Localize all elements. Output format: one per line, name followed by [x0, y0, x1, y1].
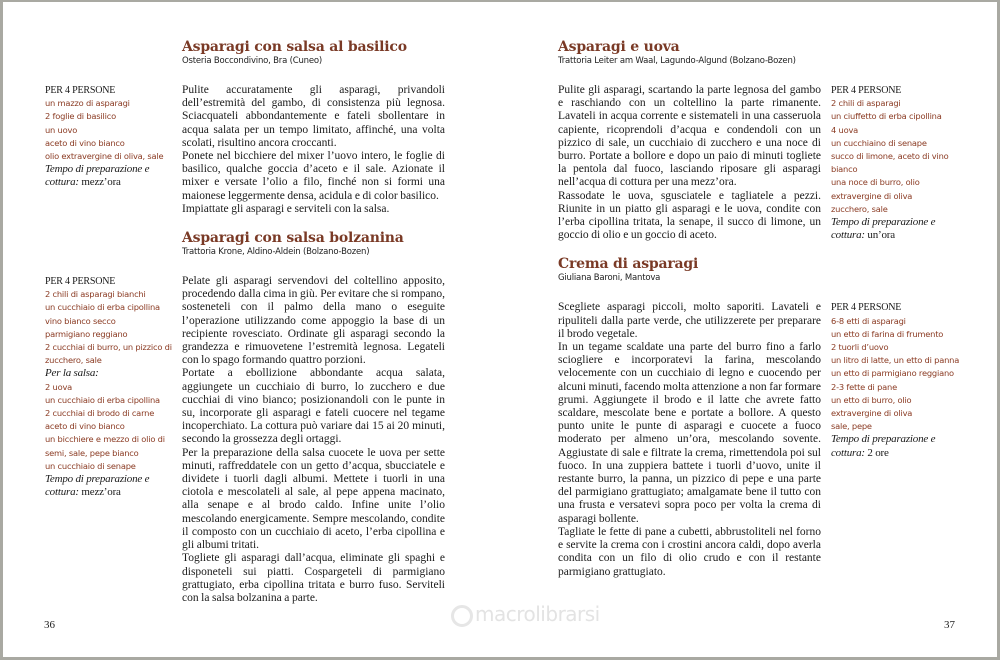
recipe-paragraph: Scegliete asparagi piccoli, molto saporiti. Lavateli e ripuliteli dalla parte verde, che utilizzerete per preparare il brodo vegetale. [558, 301, 821, 340]
prep-time-value: mezz’ora [81, 486, 121, 499]
prep-time-label: Tempo di preparazione e cottura: [45, 163, 150, 189]
recipe-body [182, 275, 445, 605]
prep-time-label: Tempo di preparazione e cottura: [831, 433, 936, 459]
recipe [45, 230, 445, 605]
sauce-ingredient-item: 2 uova [45, 381, 73, 392]
ingredient-item: un uovo [45, 124, 78, 135]
recipe-paragraph: Pulite accuratamente gli asparagi, privandoli dell’estremità del gambo, di consistenza più legnosa. Sciacquateli abbondantemente e fateli sbollentare in acqua salata per un tempo limitato, affinché, una volta scolati, risultino ancora croccanti. [182, 84, 445, 149]
book-spread [3, 2, 997, 657]
prep-time-value: 2 ore [867, 446, 889, 459]
sauce-ingredient-item: un cucchiaio di senape [45, 460, 136, 471]
ingredient-item: 2 chili di asparagi [831, 98, 901, 109]
recipe [45, 39, 445, 216]
prep-time [45, 163, 173, 189]
prep-time-label: Tempo di preparazione e cottura: [45, 473, 150, 499]
ingredient-item: un cucchiaio di erba cipollina [45, 302, 160, 313]
recipe-paragraph: Per la preparazione della salsa cuocete le uova per sette minuti, raffreddatele con un getto d’acqua, sbucciatele e dividete i tuorli dagli albumi. Mettete i tuorli in una ciotola e mescolateli al sale, al pepe appena macinato, alla senape e al brodo caldo. Infine unite l’olio mescolando energicamente. Sempre mescolando, condite il composto con un cucchiaio di aceto, l’erba cipollina e gli albumi tritati. [182, 446, 445, 552]
ingredient-item: un ciuffetto di erba cipollina [831, 111, 942, 122]
ingredient-item: 4 uova [831, 124, 859, 135]
ingredient-item: zucchero, sale [45, 355, 102, 366]
ingredient-item: bianco [831, 164, 858, 175]
ingredients-list [45, 275, 182, 605]
watermark-text: macrolibrarsi [475, 602, 600, 626]
sauce-ingredient-item: 2 cucchiai di brodo di carne [45, 408, 155, 419]
recipe-paragraph: Togliete gli asparagi dall’acqua, eliminate gli spaghi e disponeteli sui piatti. Cospargeteli di parmigiano grattugiato, erba cipollina tritata e burro fuso. Serviteli con la salsa bolzanina a parte. [182, 552, 445, 604]
ingredients-list [831, 301, 971, 578]
ingredients-header: PER 4 PERSONE [45, 85, 116, 96]
recipe-paragraph: Pelate gli asparagi servendovi del coltellino apposito, procedendo dalla cima in giù. Per evitare che si rompano, sosteneteli con il palmo della mano o eseguite l’operazione utilizzando come appoggio la base di un recipiente rovesciato. Ordinate gli asparagi secondo la grandezza e rimuovetene l’estremità legnosa. Legateli con lo spago formando quattro porzioni. [182, 275, 445, 367]
prep-time-label: Tempo di preparazione e cottura: [831, 216, 936, 242]
left-page [45, 39, 445, 605]
ingredient-item: extravergine di oliva [831, 190, 913, 201]
prep-time [831, 216, 959, 242]
prep-time [45, 473, 173, 499]
right-page [558, 39, 971, 579]
ingredient-item: un etto di farina di frumento [831, 328, 944, 339]
ingredient-item: un cucchiaino di senape [831, 137, 927, 148]
recipe-body [182, 84, 445, 216]
ingredients-list [831, 84, 971, 242]
ingredient-item: un litro di latte, un etto di panna [831, 355, 960, 366]
ingredient-item: un mazzo di asparagi [45, 98, 130, 109]
ingredient-item: 2 tuorli d’uovo [831, 342, 889, 353]
recipe [558, 256, 971, 578]
recipe-source: Osteria Boccondivino, Bra (Cuneo) [182, 56, 322, 66]
ingredient-item: 2 foglie di basilico [45, 111, 116, 122]
ingredients-header: PER 4 PERSONE [831, 302, 902, 314]
recipe-paragraph: Tagliate le fette di pane a cubetti, abbrustoliteli nel forno e servite la crema con i crostini ancora caldi, dopo averla condita con un filo di olio crudo e con il restante parmigiano grattugiato. [558, 525, 821, 578]
ingredient-item: 2-3 fette di pane [831, 381, 897, 392]
ingredients-header: PER 4 PERSONE [45, 276, 116, 288]
column-gap [821, 84, 831, 242]
sauce-ingredient-item: aceto di vino bianco [45, 421, 125, 432]
recipe-title: Asparagi con salsa bolzanina [182, 230, 404, 247]
recipe-title: Asparagi e uova [558, 39, 680, 55]
ingredient-item: 2 chili di asparagi bianchi [45, 289, 146, 300]
prep-time-value: un’ora [867, 229, 895, 242]
ingredient-item: un etto di parmigiano reggiano [831, 368, 954, 379]
ingredient-item: 2 cucchiai di burro, un pizzico di [45, 342, 172, 353]
recipe-paragraph: In un tegame scaldate una parte del burro fino a farlo sciogliere e incorporatevi la farina, mescolando velocemente con un cucchiaio di legno e cuocendo per alcuni minuti, facendo molta attenzione a non far formare grumi. Aggiungete il brodo e il latte che avrete fatto scaldare, mescolate bene e portate a bollore. A questo punto unite le punte di asparagi e cuocete a fuoco moderato per almeno un’ora, mescolando sovente. Aggiustate di sale e filtrate la crema, rimettendola poi sul fuoco. In una zuppiera battete i tuorli d’uovo, unite il restante burro, la panna, un pizzico di pepe e una parte del parmigiano grattugiato; amalgamate bene il tutto con una frusta e versatevi sopra poco per volta la crema di asparagi bollente. [558, 341, 821, 525]
ingredients-list [45, 84, 182, 216]
sauce-ingredient-item: un cucchiaio di erba cipollina [45, 394, 160, 405]
recipe-paragraph: Impiattate gli asparagi e serviteli con la salsa. [182, 202, 390, 215]
recipe-header [45, 230, 445, 258]
recipe-paragraph: Ponete nel bicchiere del mixer l’uovo intero, le foglie di basilico, qualche goccia d’aceto e il sale. Azionate il mixer e versate l’olio a filo, finché non si formi una maionese leggermente densa, acidula e di color basilico. [182, 150, 445, 202]
recipe-body [558, 84, 821, 242]
ingredient-item: un etto di burro, olio [831, 394, 912, 405]
recipe-body [558, 301, 821, 578]
recipe-source: Trattoria Krone, Aldino-Aldein (Bolzano-Bozen) [182, 247, 370, 258]
recipe-paragraph: Portate a ebollizione abbondante acqua salata, aggiungete un cucchiaio di burro, lo zucchero e due cucchiai di vino bianco; posizionandoli con le punte in su, incorporate gli asparagi e fateli cuocere nel tegame incoperchiato. La cottura può variare dai 15 ai 20 minuti, secondo la grossezza degli ortaggi. [182, 367, 445, 446]
recipe-source: Giuliana Baroni, Mantova [558, 273, 661, 284]
ingredient-item: succo di limone, aceto di vino [831, 151, 949, 162]
column-gap [821, 301, 831, 578]
recipe-source: Trattoria Leiter am Waal, Lagundo-Algund (Bolzano-Bozen) [558, 56, 796, 66]
ingredient-item: 6-8 etti di asparagi [831, 315, 906, 326]
ingredient-item: zucchero, sale [831, 203, 888, 214]
recipe-title: Crema di asparagi [558, 256, 699, 273]
recipe [558, 39, 971, 242]
ingredient-item: olio extravergine di oliva, sale [45, 151, 164, 162]
ingredient-item: vino bianco secco [45, 315, 116, 326]
recipe-header [558, 256, 971, 284]
sauce-ingredient-item: semi, sale, pepe bianco [45, 447, 139, 458]
recipe-header [558, 39, 971, 67]
prep-time [831, 433, 959, 459]
ingredient-item: extravergine di oliva [831, 408, 913, 419]
page-number: 36 [44, 619, 55, 631]
ingredient-item: aceto di vino bianco [45, 137, 125, 148]
page-number: 37 [944, 619, 955, 631]
ingredients-header: PER 4 PERSONE [831, 85, 902, 96]
recipe-header [45, 39, 445, 67]
prep-time-value: mezz’ora [81, 176, 121, 189]
ingredient-item: parmigiano reggiano [45, 328, 128, 339]
sauce-ingredient-item: un bicchiere e mezzo di olio di [45, 434, 165, 445]
recipe-title: Asparagi con salsa al basilico [182, 39, 407, 55]
ingredient-item: una noce di burro, olio [831, 177, 920, 188]
recipe-paragraph: Pulite gli asparagi, scartando la parte legnosa del gambo e raschiando con un coltellino la parte rimanente. Lavateli in acqua corrente e sistemateli in una casseruola capiente, ricoprendoli d’acqua e condendoli con un pizzico di sale, un cucchiaio di zucchero e una noce di burro. Portate a bollore e dopo un paio di minuti togliete la pentola dal fuoco, lasciando riposare gli asparagi nell’acqua di cottura per una mezz’ora. [558, 84, 821, 189]
ingredient-item: sale, pepe [831, 421, 872, 432]
watermark-logo-icon [451, 605, 473, 627]
sauce-label: Per la salsa: [45, 367, 99, 380]
recipe-paragraph: Rassodate le uova, sgusciatele e tagliatele a pezzi. Riunite in un piatto gli asparagi e le uova, condite con l’erba cipollina tritata, la senape, il succo di limone, un goccio di olio e un goccio di aceto. [558, 189, 821, 242]
